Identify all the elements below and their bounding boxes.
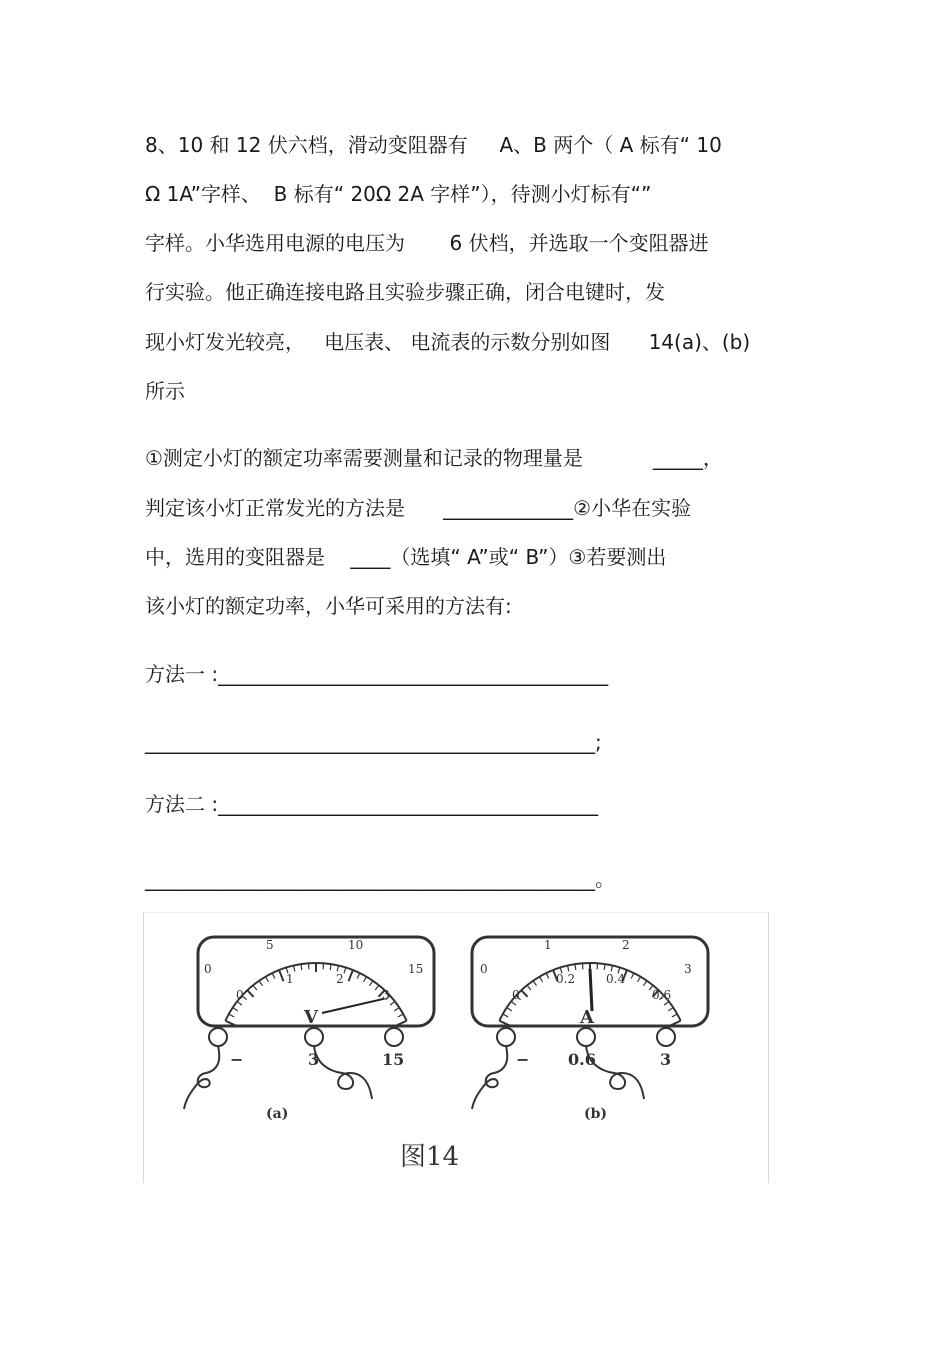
method-two: [145, 790, 598, 818]
voltmeter-terminal-15: [385, 1028, 403, 1046]
text-line-2: Ω 1A”字样、 B 标有“ 20Ω 2A 字样”），待测小灯标有“”: [145, 182, 652, 206]
ammeter-wire-negative: [472, 1046, 507, 1109]
question-line-2: 判定该小灯正常发光的方法是 _____________②小华在实验: [145, 496, 692, 520]
question-line-3: 中，选用的变阻器是 ____（选填“ A”或“ B”）③若要测出: [145, 545, 667, 569]
method-one-blank: _______________________________________: [218, 662, 609, 686]
ammeter-top-label-3: 3: [684, 962, 692, 976]
ammeter-terminal-negative: [497, 1028, 515, 1046]
ammeter-terminal-06: [577, 1028, 595, 1046]
ammeter-terminal-label-06: 0.6: [568, 1050, 596, 1069]
ammeter-symbol: A: [580, 1007, 594, 1028]
method-one-label: 方法一 :: [145, 662, 219, 686]
method-two-continuation: _____________________________________________。: [145, 867, 615, 891]
voltmeter-top-label-0: 0: [204, 962, 212, 976]
ammeter-terminal-label-negative: −: [516, 1050, 530, 1069]
voltmeter-symbol: V: [304, 1007, 318, 1028]
question-line-4: 该小灯的额定功率，小华可采用的方法有:: [145, 594, 512, 618]
voltmeter-top-label-15: 15: [408, 962, 424, 976]
voltmeter-terminal-negative: [209, 1028, 227, 1046]
voltmeter-terminal-3: [305, 1028, 323, 1046]
ammeter-terminal-3: [657, 1028, 675, 1046]
voltmeter-top-label-10: 10: [348, 938, 364, 952]
voltmeter-bottom-label-3: 3: [382, 988, 390, 1002]
text-line-5: 现小灯发光较亮， 电压表、 电流表的示数分别如图 14(a)、(b): [145, 330, 751, 354]
ammeter-top-label-0: 0: [480, 962, 488, 976]
voltmeter-terminal-label-3: 3: [308, 1050, 320, 1069]
ammeter-needle: [590, 969, 592, 1011]
figure-14: [143, 912, 769, 1183]
ammeter-bottom-label-02: 0.2: [556, 972, 576, 986]
ammeter-top-label-1: 1: [544, 938, 552, 952]
ammeter: [472, 937, 708, 1122]
voltmeter-bottom-label-2: 2: [336, 972, 344, 986]
ammeter-bottom-label-04: 0.4: [606, 972, 626, 986]
voltmeter-caption: (a): [266, 1106, 289, 1122]
ammeter-terminal-label-3: 3: [660, 1050, 672, 1069]
method-two-label: 方法二 :: [145, 792, 219, 816]
voltmeter-bottom-label-1: 1: [286, 972, 294, 986]
question-line-1: ①测定小灯的额定功率需要测量和记录的物理量是 _____，: [145, 446, 723, 470]
voltmeter-bottom-label-0: 0: [236, 988, 244, 1002]
text-line-3: 字样。小华选用电源的电压为 6 伏档，并选取一个变阻器进: [145, 231, 709, 255]
text-line-4: 行实验。他正确连接电路且实验步骤正确，闭合电键时，发: [145, 280, 665, 304]
voltmeter-wire-3: [314, 1046, 372, 1099]
ammeter-top-label-2: 2: [622, 938, 630, 952]
voltmeter-terminal-label-15: 15: [382, 1050, 405, 1069]
method-one-continuation: _____________________________________________;: [145, 730, 602, 754]
method-one: [145, 660, 608, 688]
text-line-6: 所示: [145, 379, 185, 403]
ammeter-bottom-label-0: 0: [512, 988, 520, 1002]
ammeter-caption: (b): [584, 1106, 608, 1122]
ammeter-bottom-label-06: 0.6: [652, 988, 672, 1002]
meters-diagram: [144, 913, 768, 1183]
figure-caption: 图14: [400, 1142, 460, 1172]
method-two-blank: ______________________________________: [218, 792, 599, 816]
voltmeter-top-label-5: 5: [266, 938, 274, 952]
text-line-1: 8、10 和 12 伏六档，滑动变阻器有 A、B 两个（ A 标有“ 10: [145, 133, 722, 157]
voltmeter-wire-negative: [184, 1046, 219, 1109]
voltmeter-terminal-label-negative: −: [230, 1050, 244, 1069]
voltmeter: [184, 937, 434, 1122]
